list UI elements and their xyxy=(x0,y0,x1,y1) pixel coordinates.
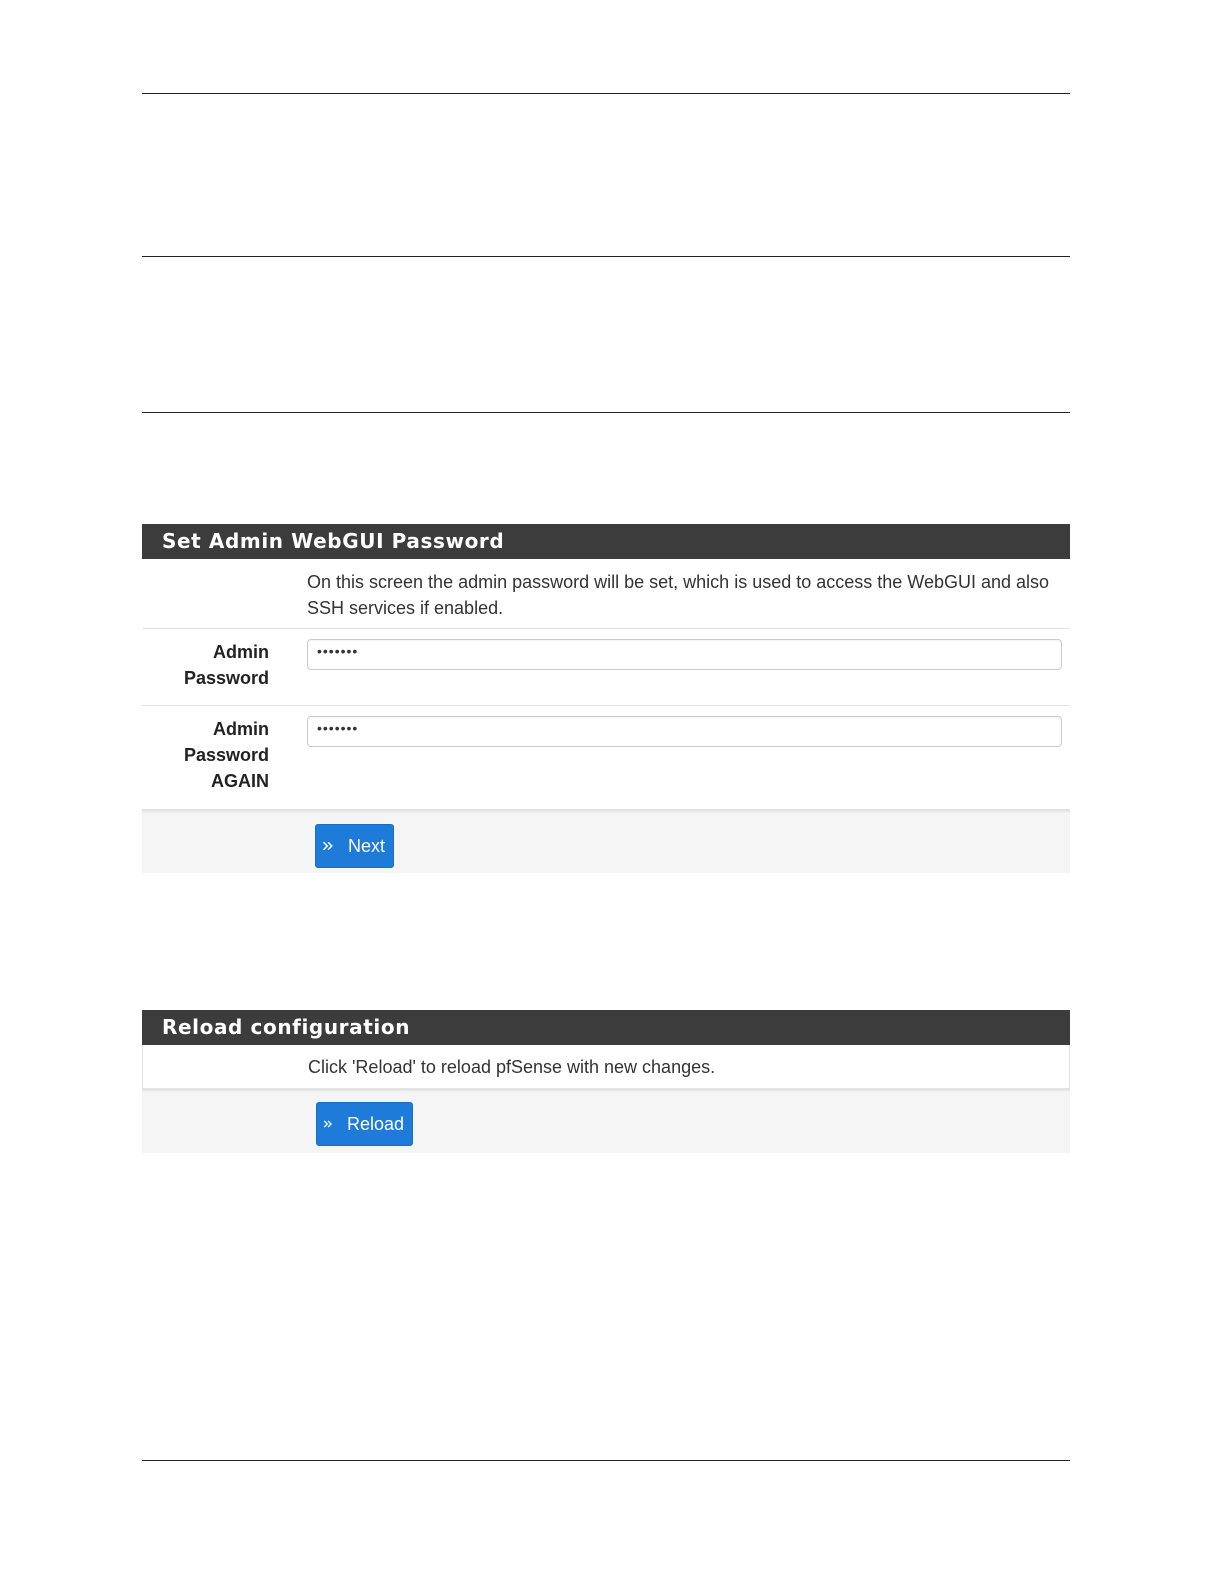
panel-footer xyxy=(142,1089,1070,1153)
description-row xyxy=(142,559,1070,629)
divider-line xyxy=(142,1460,1070,1461)
reload-configuration-panel xyxy=(142,1010,1070,1153)
admin-password-row xyxy=(142,629,1070,706)
divider-line xyxy=(142,93,1070,94)
admin-password-panel xyxy=(142,524,1070,873)
divider-line xyxy=(142,256,1070,257)
admin-password-again-row xyxy=(142,706,1070,810)
admin-password-label: Admin Password xyxy=(183,642,269,688)
admin-password-input[interactable]: ••••••• xyxy=(307,639,1062,670)
panel-description: Click 'Reload' to reload pfSense with new changes. xyxy=(308,1057,716,1077)
reload-button-label: Reload xyxy=(346,1114,404,1134)
panel-title: Set Admin WebGUI Password xyxy=(142,524,1070,559)
panel-description: On this screen the admin password will be set, which is used to access the WebGUI and also SSH services if enabled. xyxy=(307,572,1050,618)
panel-title: Reload configuration xyxy=(142,1010,1070,1045)
description-row xyxy=(142,1045,1070,1089)
double-chevron-right-icon xyxy=(322,839,334,853)
divider-line xyxy=(142,412,1070,413)
admin-password-again-label: Admin Password AGAIN xyxy=(183,719,269,791)
next-button-label: Next xyxy=(347,836,385,856)
next-button[interactable] xyxy=(315,824,394,868)
double-chevron-right-icon xyxy=(323,1117,333,1131)
panel-footer xyxy=(142,810,1070,873)
admin-password-again-input[interactable]: ••••••• xyxy=(307,716,1062,747)
reload-button[interactable] xyxy=(316,1102,413,1146)
